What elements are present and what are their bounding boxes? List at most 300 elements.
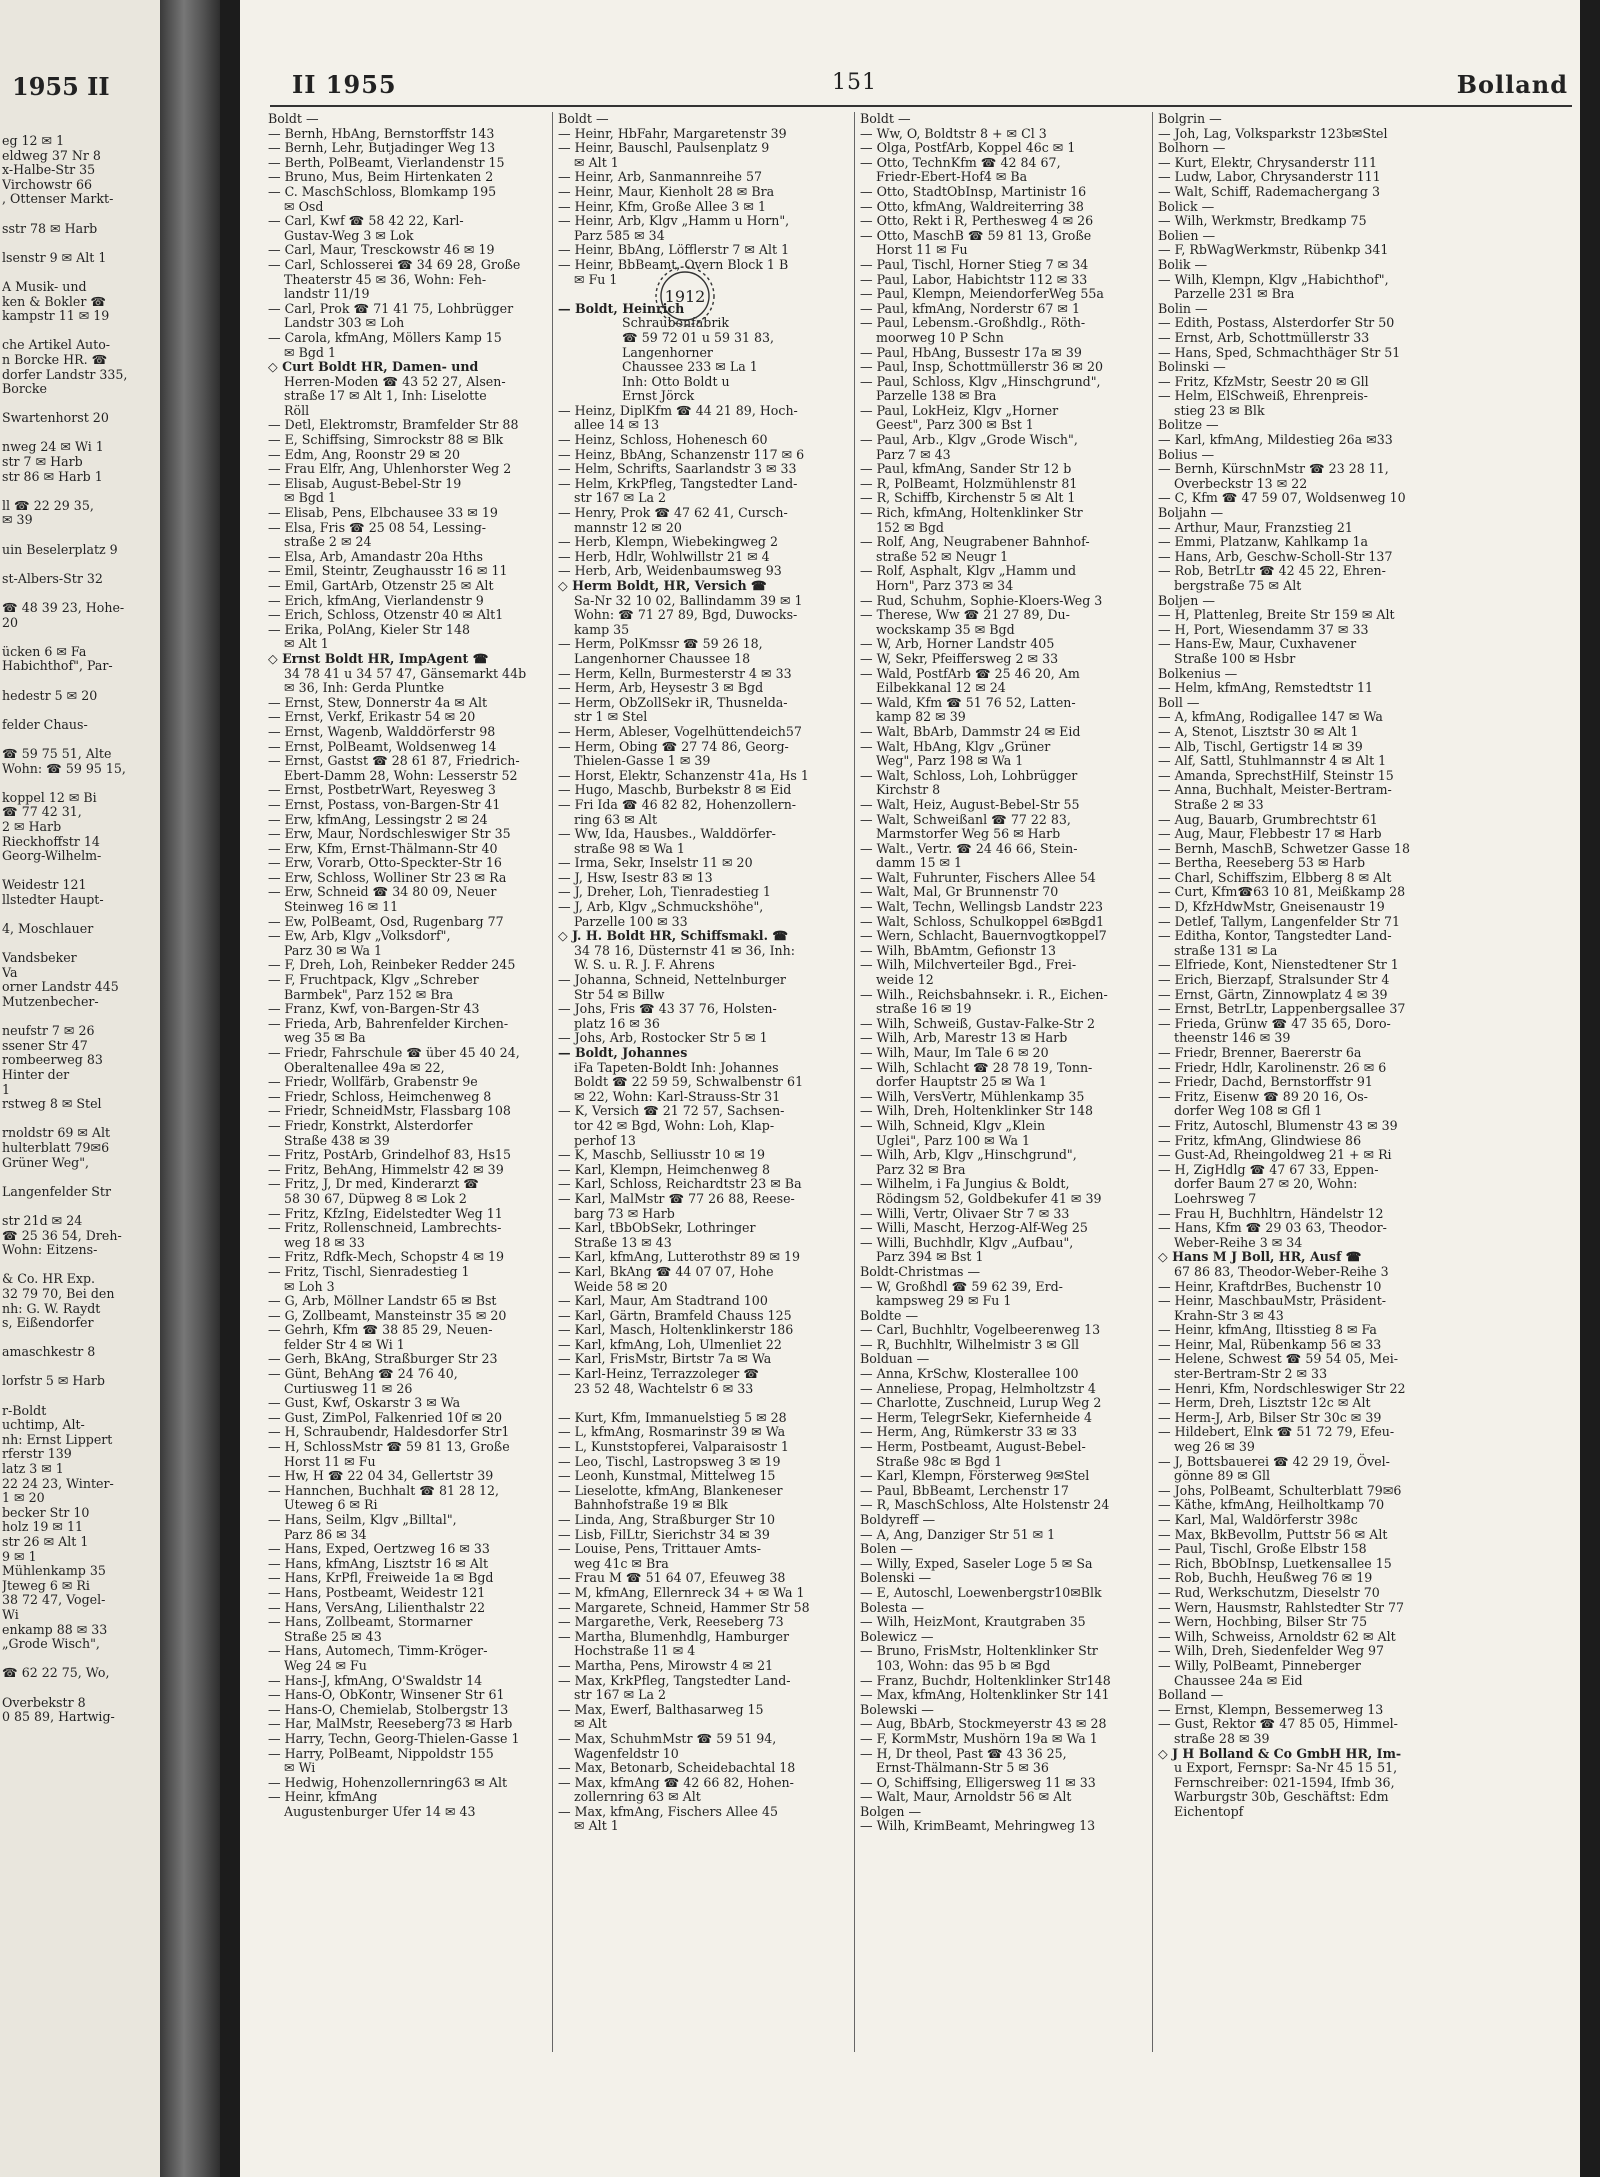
directory-entry-line: — Max, Betonarb, Scheidebachtal 18	[558, 1760, 796, 1776]
directory-entry-line: — Emmi, Platzanw, Kahlkamp 1a	[1158, 534, 1369, 550]
directory-entry-line: ◇ J. H. Boldt HR, Schiffsmakl. ☎	[558, 928, 789, 944]
directory-entry-line: ☎ 48 39 23, Hohe-	[2, 600, 125, 615]
directory-entry-line: — Hans, Arb, Geschw-Scholl-Str 137	[1158, 548, 1393, 564]
directory-entry-line: — Walt, Heiz, August-Bebel-Str 55	[860, 796, 1080, 812]
directory-entry-line: — Walt, Schloss, Loh, Lohbrügger	[860, 767, 1078, 783]
directory-entry-line: — Otto, Rekt i R, Perthesweg 4 ✉ 26	[860, 213, 1094, 229]
directory-entry-line: — Charl, Schiffszim, Elbberg 8 ✉ Alt	[1158, 869, 1392, 885]
directory-entry-line: Weg", Parz 198 ✉ Wa 1	[860, 753, 1024, 769]
directory-column-1	[268, 112, 530, 2152]
directory-entry-line: Warburgstr 30b, Geschäftst: Edm	[1158, 1789, 1389, 1805]
directory-entry-line	[2, 907, 167, 922]
directory-entry-line: — Wilh, Arb, Klgv „Hinschgrund",	[860, 1147, 1077, 1163]
directory-entry-line: — Erw, Vorarb, Otto-Speckter-Str 16	[268, 855, 502, 871]
directory-entry-line: — Otto, StadtObInsp, Martinistr 16	[860, 183, 1087, 199]
directory-entry-line: Weidestr 121	[2, 877, 87, 893]
directory-entry-line: 2 ✉ Harb	[2, 818, 62, 834]
directory-entry-line: Overbekstr 8	[2, 1694, 86, 1710]
directory-entry-line: — Fritz, KfzIng, Eidelstedter Weg 11	[268, 1205, 503, 1221]
directory-entry-line: — Harry, Techn, Georg-Thielen-Gasse 1	[268, 1730, 520, 1746]
directory-entry-line: — H, Plattenleg, Breite Str 159 ✉ Alt	[1158, 607, 1395, 623]
directory-entry-line: koppel 12 ✉ Bi	[2, 789, 97, 805]
directory-entry-line: — Willy, PolBeamt, Pinneberger	[1158, 1657, 1361, 1673]
directory-entry-line: — Frau H, Buchhltrn, Händelstr 12	[1158, 1205, 1384, 1221]
directory-entry-line: Sa-Nr 32 10 02, Ballindamm 39 ✉ 1	[558, 592, 803, 608]
directory-entry-line: — Helm, KrkPfleg, Tangstedter Land-	[558, 475, 798, 491]
directory-entry-line: amaschkestr 8	[2, 1344, 96, 1360]
directory-entry-line: — Günt, BehAng ☎ 24 76 40,	[268, 1366, 458, 1382]
directory-entry-line: felder Chaus-	[2, 716, 88, 732]
directory-entry-line: — Wald, Kfm ☎ 51 76 52, Latten-	[860, 694, 1076, 710]
directory-entry-line: — Wilh, Milchverteiler Bgd., Frei-	[860, 957, 1077, 973]
directory-entry-line: — Ernst, BetrLtr, Lappenbergsallee 37	[1158, 1001, 1406, 1017]
directory-entry-line: Bolland —	[1158, 1687, 1224, 1703]
directory-entry-line: nh: G. W. Raydt	[2, 1300, 101, 1316]
directory-entry-line: felder Str 4 ✉ Wi 1	[268, 1336, 405, 1352]
directory-entry-line: — Joh, Lag, Volksparkstr 123b✉Stel	[1158, 125, 1388, 141]
directory-entry-line: llstedter Haupt-	[2, 891, 104, 907]
directory-entry-line: u Export, Fernspr: Sa-Nr 45 15 51,	[1158, 1760, 1398, 1776]
directory-entry-line: — Kurt, Kfm, Immanuelstieg 5 ✉ 28	[558, 1409, 787, 1425]
header-rule	[270, 105, 1572, 107]
directory-entry-line: — Aug, Bauarb, Grumbrechtstr 61	[1158, 811, 1378, 827]
directory-entry-line: — Rich, BbObInsp, Luetkensallee 15	[1158, 1555, 1392, 1571]
directory-entry-line: — Herb, Arb, Weidenbaumsweg 93	[558, 563, 782, 579]
directory-entry-line: — Berth, PolBeamt, Vierlandenstr 15	[268, 154, 505, 170]
directory-entry-line: — Herm-J, Arb, Bilser Str 30c ✉ 39	[1158, 1409, 1382, 1425]
directory-entry-line: — Har, MalMstr, Reeseberg73 ✉ Harb	[268, 1716, 513, 1732]
directory-entry-line: Georg-Wilhelm-	[2, 848, 102, 864]
directory-entry-line: — Ernst, Postass, von-Bargen-Str 41	[268, 796, 501, 812]
directory-entry-line: — Carola, kfmAng, Möllers Kamp 15	[268, 329, 502, 345]
directory-entry-line: Parz 394 ✉ Bst 1	[860, 1249, 984, 1265]
directory-entry-line: — Max, kfmAng, Holtenklinker Str 141	[860, 1687, 1110, 1703]
directory-entry-line: — Wern, Hausmstr, Rahlstedter Str 77	[1158, 1599, 1405, 1615]
directory-entry-line	[2, 776, 167, 791]
directory-entry-line: — Johs, Fris ☎ 43 37 76, Holsten-	[558, 1001, 777, 1017]
directory-entry-line: — H, Dr theol, Past ☎ 43 36 25,	[860, 1745, 1067, 1761]
directory-entry-line: — Max, BkBevollm, Puttstr 56 ✉ Alt	[1158, 1526, 1388, 1542]
directory-entry-line: Hinter der	[2, 1067, 70, 1082]
directory-entry-line: — Heinr, Bauschl, Paulsenplatz 9	[558, 140, 770, 156]
directory-entry-line: Weg 24 ✉ Fu	[268, 1657, 367, 1673]
directory-entry-line: — Hans-J, kfmAng, O'Swaldstr 14	[268, 1672, 483, 1688]
directory-entry-line: Bolkenius —	[1158, 665, 1238, 681]
directory-entry-line: eg 12 ✉ 1	[2, 134, 65, 148]
directory-entry-line: Va	[2, 964, 18, 980]
directory-entry-line: — Hedwig, Hohenzollernring63 ✉ Alt	[268, 1774, 508, 1790]
directory-entry-line: — Wilhelm, i Fa Jungius & Boldt,	[860, 1176, 1070, 1192]
directory-entry-line: Parz 86 ✉ 34	[268, 1526, 367, 1542]
directory-entry-line: — Karl, BkAng ☎ 44 07 07, Hohe	[558, 1263, 774, 1279]
directory-entry-line: — Erich, Schloss, Otzenstr 40 ✉ Alt1	[268, 607, 504, 623]
directory-entry-line: — Heinr, BbAng, Löfflerstr 7 ✉ Alt 1	[558, 242, 790, 258]
directory-entry-line: — Carl, Buchhltr, Vogelbeerenweg 13	[860, 1322, 1101, 1338]
directory-entry-line: — Lisb, FilLtr, Sierichstr 34 ✉ 39	[558, 1526, 770, 1542]
directory-entry-line: — Wilh, Dreh, Holtenklinker Str 148	[860, 1103, 1094, 1119]
directory-entry-line: ✉ Bgd 1	[268, 490, 336, 506]
directory-entry-line: — Friedr, Hdlr, Karolinenstr. 26 ✉ 6	[1158, 1059, 1387, 1075]
directory-entry-line: — Fritz, J, Dr med, Kinderarzt ☎	[268, 1176, 479, 1192]
directory-entry-line: — Hans, VersAng, Lilienthalstr 22	[268, 1599, 486, 1615]
directory-entry-line: Langenfelder Str	[2, 1183, 111, 1199]
directory-entry-line	[2, 732, 167, 747]
directory-entry-line: Röll	[268, 402, 310, 418]
directory-entry-line	[2, 1010, 167, 1025]
directory-entry-line: — Wilh, Klempn, Klgv „Habichthof",	[1158, 271, 1389, 287]
directory-entry-line	[2, 1258, 167, 1273]
directory-entry-line: — Hans, Sped, Schmachthäger Str 51	[1158, 344, 1401, 360]
directory-entry-line: — H, Port, Wiesendamm 37 ✉ 33	[1158, 621, 1369, 637]
directory-entry-line: — Max, SchuhmMstr ☎ 59 51 94,	[558, 1730, 777, 1746]
directory-entry-line: Weber-Reihe 3 ✉ 34	[1158, 1234, 1303, 1250]
directory-entry-line	[2, 265, 167, 280]
directory-entry-line: Parzelle 231 ✉ Bra	[1158, 286, 1295, 302]
directory-entry-line: Rieckhoffstr 14	[2, 833, 100, 849]
directory-entry-line: barg 73 ✉ Harb	[558, 1205, 675, 1221]
directory-entry-line: ☎ 77 42 31,	[2, 804, 82, 820]
directory-entry-line: — Frieda, Arb, Bahrenfelder Kirchen-	[268, 1015, 509, 1031]
directory-entry-line: Jteweg 6 ✉ Ri	[2, 1577, 90, 1593]
directory-entry-line: orner Landstr 445	[2, 979, 119, 995]
directory-column-3	[860, 112, 1122, 2152]
directory-entry-line: Boldt-Christmas —	[860, 1263, 981, 1279]
logo-year: 1912	[664, 287, 706, 306]
directory-entry-line: 152 ✉ Bgd	[860, 519, 944, 535]
directory-entry-line: Borcke	[2, 381, 47, 397]
directory-entry-line: — Paul, Lebensm.-Großhdlg., Röth-	[860, 315, 1086, 331]
directory-entry-line: — Friedr, Dachd, Bernstorffstr 91	[1158, 1074, 1373, 1090]
directory-entry-line	[558, 1396, 820, 1411]
directory-entry-line: st-Albers-Str 32	[2, 570, 103, 586]
directory-entry-line: — Emil, Steintr, Zeughausstr 16 ✉ 11	[268, 563, 508, 579]
directory-entry-line: Mühlenkamp 35	[2, 1563, 106, 1579]
directory-entry-line: str 1 ✉ Stel	[558, 709, 648, 725]
directory-entry-line: — W, Arb, Horner Landstr 405	[860, 636, 1055, 652]
directory-entry-line: — Herm, PolKmssr ☎ 59 26 18,	[558, 636, 763, 652]
directory-entry-line: — Herm, Postbeamt, August-Bebel-	[860, 1439, 1086, 1455]
directory-entry-line: — J, Hsw, Isestr 83 ✉ 13	[558, 869, 713, 885]
directory-entry-line: — Karl, Gärtn, Bramfeld Chauss 125	[558, 1307, 792, 1323]
directory-entry-line: — W, Sekr, Pfeiffersweg 2 ✉ 33	[860, 650, 1059, 666]
directory-entry-line: — Karl-Heinz, Terrazzoleger ☎	[558, 1366, 760, 1382]
directory-entry-line: — Herm, TelegrSekr, Kiefernheide 4	[860, 1409, 1093, 1425]
directory-entry-line: 9 ✉ 1	[2, 1548, 37, 1564]
directory-entry-line: — Hans, kfmAng, Lisztstr 16 ✉ Alt	[268, 1555, 489, 1571]
directory-entry-line: che Artikel Auto-	[2, 337, 111, 353]
directory-entry-line: — Karl, Schloss, Reichardtstr 23 ✉ Ba	[558, 1176, 802, 1192]
directory-entry-line: ☎ 25 36 54, Dreh-	[2, 1227, 122, 1243]
directory-entry-line: — Aug, BbArb, Stockmeyerstr 43 ✉ 28	[860, 1716, 1107, 1732]
directory-entry-line	[2, 630, 167, 645]
directory-entry-line: lsenstr 9 ✉ Alt 1	[2, 249, 107, 265]
directory-entry-line: — Margarethe, Verk, Reeseberg 73	[558, 1614, 784, 1630]
directory-entry-line: str 86 ✉ Harb 1	[2, 468, 103, 484]
directory-entry-line: — Friedr, Konstrkt, Alsterdorfer	[268, 1117, 473, 1133]
directory-entry-line: eldweg 37 Nr 8	[2, 147, 101, 163]
directory-entry-line: — Hans-Ew, Maur, Cuxhavener	[1158, 636, 1357, 652]
directory-entry-line: 34 78 16, Düsternstr 41 ✉ 36, Inh:	[558, 942, 796, 958]
directory-entry-line: — Walt, Schweißanl ☎ 77 22 83,	[860, 811, 1071, 827]
directory-entry-line: — Henry, Prok ☎ 47 62 41, Cursch-	[558, 505, 788, 521]
directory-entry-line: nweg 24 ✉ Wi 1	[2, 439, 104, 455]
directory-entry-line: — Erw, kfmAng, Lessingstr 2 ✉ 24	[268, 811, 488, 827]
directory-entry-line: — Paul, Tischl, Große Elbstr 158	[1158, 1541, 1367, 1557]
directory-entry-line: — Harry, PolBeamt, Nippoldstr 155	[268, 1745, 494, 1761]
directory-entry-line: ✉ Bgd 1	[268, 344, 336, 360]
directory-entry-line: — Gust, ZimPol, Falkenried 10f ✉ 20	[268, 1409, 503, 1425]
directory-entry-line: — Hans, Automech, Timm-Kröger-	[268, 1643, 488, 1659]
directory-entry-line: — L, kfmAng, Rosmarinstr 39 ✉ Wa	[558, 1424, 786, 1440]
directory-entry-line: — Ww, Ida, Hausbes., Walddörfer-	[558, 826, 776, 842]
directory-entry-line: Rödingsm 52, Goldbekufer 41 ✉ 39	[860, 1190, 1102, 1206]
directory-entry-line: — Herm, ObZollSekr iR, Thusnelda-	[558, 694, 788, 710]
directory-entry-line: — Paul, kfmAng, Norderstr 67 ✉ 1	[860, 300, 1080, 316]
directory-entry-line: — Fritz, BehAng, Himmelstr 42 ✉ 39	[268, 1161, 504, 1177]
directory-entry-line: ✉ 39	[2, 512, 33, 528]
directory-entry-line: latz 3 ✉ 1	[2, 1461, 64, 1477]
directory-entry-line: — Heinz, DiplKfm ☎ 44 21 89, Hoch-	[558, 402, 798, 418]
directory-entry-line: Horst 11 ✉ Fu	[860, 242, 968, 258]
directory-entry-line: ◇ Curt Boldt HR, Damen- und	[268, 359, 479, 375]
directory-entry-line: kamp 82 ✉ 39	[860, 709, 966, 725]
directory-entry-line: Landstr 303 ✉ Loh	[268, 315, 405, 331]
directory-entry-line: weg 35 ✉ Ba	[268, 1030, 366, 1046]
directory-entry-line	[2, 1170, 167, 1185]
directory-entry-line: — Karl, Maur, Am Stadtrand 100	[558, 1293, 768, 1309]
directory-entry-line: — Friedr, Brenner, Baererstr 6a	[1158, 1045, 1362, 1060]
directory-entry-line: — Elisab, Pens, Elbchausee 33 ✉ 19	[268, 505, 498, 521]
directory-entry-line: — Rud, Werkschutzm, Dieselstr 70	[1158, 1584, 1380, 1600]
directory-entry-line: Thielen-Gasse 1 ✉ 39	[558, 753, 711, 769]
directory-entry-line: Boldt —	[860, 112, 911, 126]
directory-entry-line: — Paul, Tischl, Horner Stieg 7 ✉ 34	[860, 256, 1089, 272]
directory-entry-line: — Friedr, Schloss, Heimchenweg 8	[268, 1088, 492, 1104]
directory-entry-line: — Heinr, Maur, Kienholt 28 ✉ Bra	[558, 183, 775, 199]
directory-entry-line: Loehrsweg 7	[1158, 1190, 1257, 1206]
directory-entry-line: 67 86 83, Theodor-Weber-Reihe 3	[1158, 1263, 1389, 1279]
directory-entry-line: — Wilh, KrimBeamt, Mehringweg 13	[860, 1818, 1096, 1834]
directory-entry-line: — Kurt, Elektr, Chrysanderstr 111	[1158, 154, 1378, 170]
directory-entry-line: — Carl, Schlosserei ☎ 34 69 28, Große	[268, 256, 521, 272]
directory-entry-line: Parz 30 ✉ Wa 1	[268, 942, 383, 958]
directory-entry-line: str 167 ✉ La 2	[558, 490, 667, 506]
directory-entry-line: rstweg 8 ✉ Stel	[2, 1096, 102, 1112]
directory-entry-line: damm 15 ✉ 1	[860, 855, 963, 871]
directory-entry-line: — Franz, Kwf, von-Bargen-Str 43	[268, 1001, 480, 1017]
directory-entry-line	[2, 703, 167, 718]
directory-entry-line: Bolick —	[1158, 198, 1215, 214]
directory-entry-line: — Hans, Kfm ☎ 29 03 63, Theodor-	[1158, 1220, 1387, 1236]
directory-entry-line: — Helene, Schwest ☎ 59 54 05, Mei-	[1158, 1351, 1399, 1367]
directory-entry-line: Bolien —	[1158, 227, 1216, 243]
directory-entry-line: Bolewicz —	[860, 1628, 934, 1644]
directory-entry-line: 1 ✉ 20	[2, 1490, 45, 1506]
directory-entry-line: — Willy, Exped, Saseler Loge 5 ✉ Sa	[860, 1555, 1093, 1571]
directory-entry-line: ücken 6 ✉ Fa	[2, 643, 87, 659]
directory-entry-line: rferstr 139	[2, 1446, 72, 1462]
directory-entry-line: straße 131 ✉ La	[1158, 942, 1278, 958]
directory-entry-line: ✉ Alt 1	[268, 636, 329, 652]
directory-entry-line: — R, PolBeamt, Holzmühlenstr 81	[860, 475, 1078, 491]
directory-entry-line: ☎ 59 72 01 u 59 31 83,	[558, 329, 775, 345]
directory-entry-line: — Ernst, PolBeamt, Woldsenweg 14	[268, 738, 497, 754]
directory-entry-line	[2, 557, 167, 572]
directory-entry-line: ✉ Alt	[558, 1716, 607, 1732]
directory-entry-line: — Wilh, Arb, Marestr 13 ✉ Harb	[860, 1030, 1068, 1046]
directory-entry-line: ✉ 36, Inh: Gerda Pluntke	[268, 680, 445, 696]
directory-entry-line: — Bruno, Mus, Beim Hirtenkaten 2	[268, 169, 494, 185]
directory-entry-line: — J, Bottsbauerei ☎ 42 29 19, Övel-	[1158, 1453, 1390, 1469]
directory-entry-line: — Heinr, KraftdrBes, Buchenstr 10	[1158, 1278, 1382, 1294]
directory-entry-line: — Franz, Buchdr, Holtenklinker Str148	[860, 1672, 1111, 1688]
directory-entry-line: — Hans, Zollbeamt, Stormarner	[268, 1614, 473, 1630]
directory-entry-line: — Fritz, Tischl, Sienradestieg 1	[268, 1263, 470, 1279]
directory-entry-line: — Elsa, Fris ☎ 25 08 54, Lessing-	[268, 519, 487, 535]
directory-entry-line: — Therese, Ww ☎ 21 27 89, Du-	[860, 607, 1070, 623]
directory-entry-line: landstr 11/19	[268, 286, 370, 302]
directory-entry-line: — Hans-O, Chemielab, Stolbergstr 13	[268, 1701, 509, 1717]
directory-entry-line: Bahnhofstraße 19 ✉ Blk	[558, 1497, 728, 1513]
directory-entry-line: rnoldstr 69 ✉ Alt	[2, 1125, 111, 1141]
directory-entry-line	[2, 937, 167, 952]
directory-entry-line: ✉ Loh 3	[268, 1278, 335, 1294]
directory-entry-line: Parz 7 ✉ 43	[860, 446, 951, 462]
directory-entry-line: — Helm, Schrifts, Saarlandstr 3 ✉ 33	[558, 461, 797, 477]
directory-entry-line: Straße 25 ✉ 43	[268, 1628, 382, 1644]
directory-entry-line: — H, ZigHdlg ☎ 47 67 33, Eppen-	[1158, 1161, 1379, 1177]
directory-entry-line: dorfer Landstr 335,	[2, 366, 128, 382]
directory-entry-line: zollernring 63 ✉ Alt	[558, 1789, 701, 1805]
directory-entry-line: — R, MaschSchloss, Alte Holstenstr 24	[860, 1497, 1110, 1513]
page-header-right: Bolland	[1456, 70, 1568, 99]
directory-entry-line: — Horst, Elektr, Schanzenstr 41a, Hs 1	[558, 767, 809, 783]
directory-entry-line: weide 12	[860, 972, 934, 988]
directory-entry-line: — Gust-Ad, Rheingoldweg 21 + ✉ Ri	[1158, 1147, 1392, 1163]
directory-entry-line: 22 24 23, Winter-	[2, 1475, 114, 1491]
directory-entry-line: — Käthe, kfmAng, Heilholtkamp 70	[1158, 1497, 1385, 1513]
directory-entry-line: str 7 ✉ Harb	[2, 454, 83, 470]
directory-entry-line: — Wilh, BbAmtm, Gefionstr 13	[860, 942, 1057, 958]
directory-entry-line: — Aug, Maur, Flebbestr 17 ✉ Harb	[1158, 826, 1382, 842]
directory-entry-line: Inh: Otto Boldt u	[558, 373, 730, 389]
directory-entry-line: Boll —	[1158, 694, 1200, 710]
directory-entry-line: gönne 89 ✉ Gll	[1158, 1468, 1271, 1484]
directory-entry-line: Langenhorner Chaussee 18	[558, 650, 751, 666]
directory-entry-line: — Ernst, Stew, Donnerstr 4a ✉ Alt	[268, 694, 488, 710]
directory-entry-line: — Gust, Rektor ☎ 47 85 05, Himmel-	[1158, 1716, 1398, 1732]
directory-entry-line: — H, SchlossMstr ☎ 59 81 13, Große	[268, 1439, 510, 1455]
directory-entry-line: — Hannchen, Buchhalt ☎ 81 28 12,	[268, 1482, 500, 1498]
directory-entry-line: — Leo, Tischl, Lastropsweg 3 ✉ 19	[558, 1453, 781, 1469]
directory-entry-line: „Grode Wisch",	[2, 1636, 100, 1652]
directory-entry-line: Fernschreiber: 021-1594, Ifmb 36,	[1158, 1774, 1395, 1790]
directory-entry-line: — Boldt, Heinrich	[558, 300, 685, 316]
directory-entry-line: — Bernh, Lehr, Butjadinger Weg 13	[268, 140, 496, 156]
directory-entry-line: bergstraße 75 ✉ Alt	[1158, 578, 1302, 593]
directory-entry-line: — Paul, HbAng, Bussestr 17a ✉ 39	[860, 344, 1082, 360]
directory-entry-line: Wohn: ☎ 59 95 15,	[2, 760, 126, 776]
directory-entry-line: r-Boldt	[2, 1402, 47, 1418]
directory-entry-line: 103, Wohn: das 95 b ✉ Bgd	[860, 1657, 1051, 1673]
directory-entry-line: — E, Schiffsing, Simrockstr 88 ✉ Blk	[268, 432, 504, 448]
directory-entry-line: — Hugo, Maschb, Burbekstr 8 ✉ Eid	[558, 782, 792, 798]
directory-entry-line: — Leonh, Kunstmal, Mittelweg 15	[558, 1468, 776, 1484]
directory-entry-line: — A, kfmAng, Rodigallee 147 ✉ Wa	[1158, 709, 1383, 725]
directory-entry-line: — Max, Ewerf, Balthasarweg 15	[558, 1701, 764, 1717]
directory-entry-line: weg 41c ✉ Bra	[558, 1555, 669, 1571]
directory-entry-line: Bolesta —	[860, 1599, 924, 1615]
directory-entry-line: Boldt —	[268, 112, 319, 126]
directory-entry-line: — Hans, Exped, Oertzweg 16 ✉ 33	[268, 1541, 490, 1557]
directory-entry-line: 38 72 47, Vogel-	[2, 1592, 106, 1608]
directory-entry-line: straße 16 ✉ 19	[860, 1001, 972, 1017]
directory-entry-line: — Lieselotte, kfmAng, Blankeneser	[558, 1482, 783, 1498]
directory-entry-line: — Friedr, Wollfärb, Grabenstr 9e	[268, 1074, 478, 1090]
directory-entry-line: Horst 11 ✉ Fu	[268, 1453, 376, 1469]
directory-entry-line: — Wilh, Schweiß, Gustav-Falke-Str 2	[860, 1015, 1096, 1031]
page-header-left: II 1955	[292, 70, 397, 99]
directory-entry-line: W. S. u. R. J. F. Ahrens	[558, 957, 715, 973]
column-divider	[552, 112, 553, 2052]
directory-entry-line: Hochstraße 11 ✉ 4	[558, 1643, 696, 1659]
directory-entry-line: straße 2 ✉ 24	[268, 534, 372, 550]
directory-entry-line: ◇ J H Bolland & Co GmbH HR, Im-	[1158, 1745, 1402, 1761]
directory-entry-line: — Amanda, SprechstHilf, Steinstr 15	[1158, 767, 1394, 783]
directory-entry-line: Weide 58 ✉ 20	[558, 1278, 668, 1294]
directory-entry-line	[2, 484, 167, 499]
directory-entry-line: Parzelle 100 ✉ 33	[558, 913, 688, 929]
directory-entry-line: Vandsbeker	[2, 950, 77, 966]
directory-entry-line: — Rob, Buchh, Heußweg 76 ✉ 19	[1158, 1570, 1373, 1586]
directory-entry-line: Mutzenbecher-	[2, 994, 99, 1010]
directory-entry-line: — K, Versich ☎ 21 72 57, Sachsen-	[558, 1103, 785, 1119]
directory-entry-line: — Heinz, Schloss, Hohenesch 60	[558, 432, 768, 448]
directory-entry-line: Parzelle 138 ✉ Bra	[860, 388, 997, 404]
directory-entry-line: — Anna, KrSchw, Klosterallee 100	[860, 1366, 1079, 1382]
directory-entry-line: — Rud, Schuhm, Sophie-Kloers-Weg 3	[860, 592, 1103, 608]
directory-entry-line: Habichthof", Par-	[2, 658, 113, 674]
directory-entry-line: stieg 23 ✉ Blk	[1158, 402, 1265, 418]
directory-entry-line: Friedr-Ebert-Hof4 ✉ Ba	[860, 169, 1028, 185]
directory-entry-line: — Paul, Schloss, Klgv „Hinschgrund",	[860, 373, 1101, 389]
directory-entry-line: Parz 585 ✉ 34	[558, 227, 665, 243]
directory-entry-line: — Wilh, Schneid, Klgv „Klein	[860, 1117, 1046, 1133]
directory-entry-line: dorfer Baum 27 ✉ 20, Wohn:	[1158, 1176, 1358, 1192]
directory-entry-line: — Anneliese, Propag, Helmholtzstr 4	[860, 1380, 1096, 1396]
directory-entry-line: Uglei", Parz 100 ✉ Wa 1	[860, 1132, 1031, 1148]
directory-entry-line: ssener Str 47	[2, 1037, 88, 1053]
directory-entry-line	[2, 674, 167, 689]
directory-entry-line: ◇ Herm Boldt, HR, Versich ☎	[558, 578, 767, 593]
directory-entry-line: — Arthur, Maur, Franzstieg 21	[1158, 519, 1353, 535]
directory-entry-line: weg 26 ✉ 39	[1158, 1439, 1255, 1455]
directory-entry-line: — O, Schiffsing, Elligersweg 11 ✉ 33	[860, 1774, 1096, 1790]
directory-entry-line: Swartenhorst 20	[2, 410, 109, 426]
directory-entry-line: Bolduan —	[860, 1351, 930, 1367]
directory-entry-line: str 21d ✉ 24	[2, 1212, 83, 1228]
directory-column-2	[558, 112, 820, 2152]
directory-entry-line: mannstr 12 ✉ 20	[558, 519, 682, 535]
page-number: 151	[832, 70, 877, 95]
directory-entry-line	[2, 1652, 167, 1667]
directory-entry-line: — Willi, Mascht, Herzog-Alf-Weg 25	[860, 1220, 1088, 1236]
directory-entry-line: Chaussee 24a ✉ Eid	[1158, 1672, 1303, 1688]
directory-entry-line: s, Eißendorfer	[2, 1315, 94, 1331]
directory-entry-line: Herren-Moden ☎ 43 52 27, Alsen-	[268, 373, 506, 389]
directory-entry-line: — Karl, Klempn, Försterweg 9✉Stel	[860, 1468, 1090, 1484]
directory-entry-line: — Herm, Obing ☎ 27 74 86, Georg-	[558, 738, 789, 754]
